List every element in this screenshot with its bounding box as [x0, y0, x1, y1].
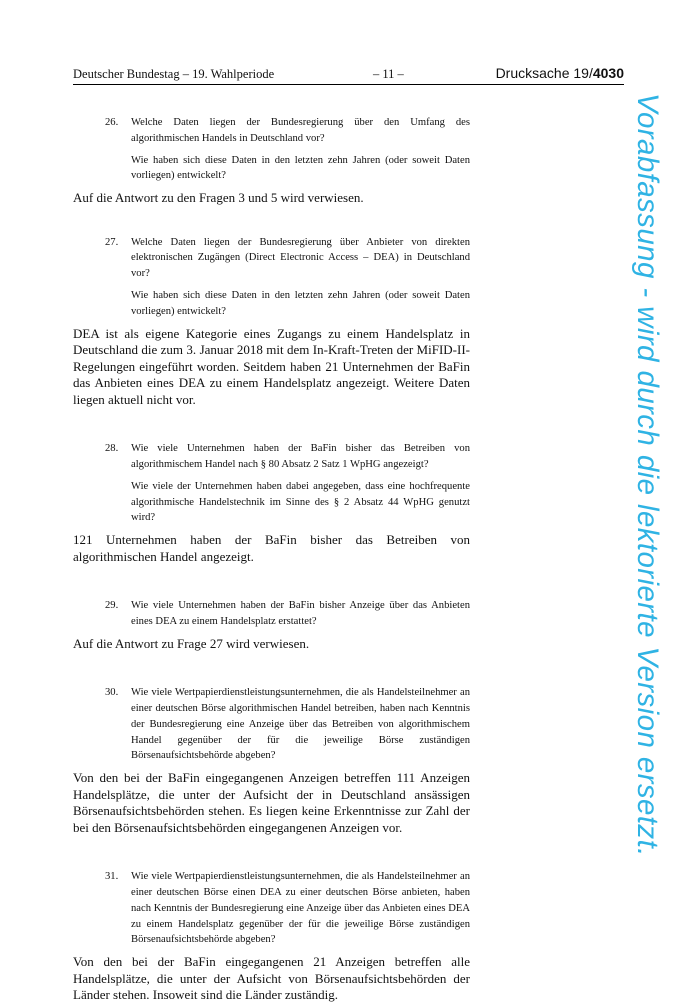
page-number: – 11 –	[373, 67, 404, 81]
question-text: Wie viele Unternehmen haben der BaFin bisher das Betreiben von algorithmischem Handel nach § 80 Absatz 2 Satz 1 WpHG angezeigt?	[131, 443, 470, 470]
document-body	[73, 115, 470, 1004]
question-27	[73, 235, 470, 320]
question-number: 27.	[105, 236, 119, 248]
answer-text: DEA ist als eigene Kategorie eines Zugangs zu einem Handelsplatz in Deutschland die zum 3. Januar 2018 mit dem In-Kraft-Treten der MiFID-II-Regelungen eingeführt worden. Seitdem haben 21 Unternehmen der BaFin das Anbieten eines DEA zu einem Handelsplatz angezeigt. Weitere Daten liegen aktuell nicht vor.	[73, 325, 470, 407]
document-number	[496, 65, 624, 81]
answer-text: Von den bei der BaFin eingegangenen 21 Anzeigen betreffen alle Handelsplätze, die unter der Aufsicht von Börsenaufsichtsbehörden der Länder stehen. Insoweit sind die Länder zuständig.	[73, 954, 470, 1003]
answer-30	[73, 770, 470, 836]
question-number: 28.	[105, 443, 119, 455]
document-label: Drucksache	[495, 65, 570, 81]
question-26	[73, 115, 470, 184]
question-text: Wie viele Wertpapierdienstleistungsunternehmen, die als Handelsteilnehmer an einer deutschen Börse einen DEA zu einer deutschen Börse anbieten, haben nach Kenntnis der Bundesregierung eine Anzeige über das Anbieten eines DEA zu einem Handelsplatz gegenüber der für die jeweilige Börse zuständigen Börsenaufsichtsbehörde abgeben?	[131, 871, 470, 946]
question-subtext: Wie viele der Unternehmen haben dabei angegeben, dass eine hochfrequente algorithmische Handelstechnik im Sinne des § 2 Absatz 44 WpHG genutzt wird?	[131, 480, 470, 524]
answer-text: Auf die Antwort zu den Fragen 3 und 5 wird verwiesen.	[73, 190, 364, 206]
answer-29	[73, 636, 470, 653]
answer-text: Von den bei der BaFin eingegangenen Anzeigen betreffen 111 Anzeigen Handelsplätze, die unter der Aufsicht der in Deutschland ansässigen Börsenaufsichtsbehörden stehen. Es liegen keine Erkenntnisse zur Zahl der bei den Börsenaufsichtsbehörden eingegangenen Anzeigen vor.	[73, 770, 470, 835]
question-text: Welche Daten liegen der Bundesregierung über Anbieter von direkten elektronischen Zugängen (Direct Electronic Access – DEA) in Deutschland vor?	[131, 236, 470, 280]
document-number-prefix: 19/	[573, 65, 593, 81]
answer-text: Auf die Antwort zu Frage 27 wird verwiesen.	[73, 635, 310, 651]
question-text: Welche Daten liegen der Bundesregierung über den Umfang des algorithmischen Handels in Deutschland vor?	[131, 117, 470, 144]
question-subtext: Wie haben sich diese Daten in den letzten zehn Jahren (oder soweit Daten vorliegen) entwickelt?	[131, 154, 470, 182]
question-28	[73, 441, 470, 526]
question-number: 30.	[105, 687, 119, 699]
answer-27	[73, 326, 470, 409]
header-publisher: Deutscher Bundestag – 19. Wahlperiode	[73, 67, 275, 81]
answer-28	[73, 532, 470, 565]
question-29	[73, 598, 470, 630]
answer-31	[73, 954, 470, 1004]
question-number: 31.	[105, 871, 119, 883]
page-header	[73, 66, 624, 85]
question-30	[73, 685, 470, 764]
question-text: Wie viele Wertpapierdienstleistungsunternehmen, die als Handelsteilnehmer an einer deutschen Börse algorithmischen Handel betreiben, haben nach Kenntnis der Bundesregierung eine Anzeige über das Betreiben von algorithmischem Handel gegenüber der für die jeweilige Börse zuständigen Börsenaufsichtsbehörde abgeben?	[131, 687, 470, 762]
question-31	[73, 869, 470, 948]
document-number-main: 4030	[592, 65, 624, 81]
question-number: 29.	[105, 600, 119, 612]
draft-watermark: Vorabfassung - wird durch die lektorierte Version ersetzt.	[631, 93, 664, 857]
answer-26	[73, 190, 470, 207]
question-subtext: Wie haben sich diese Daten in den letzten zehn Jahren (oder soweit Daten vorliegen) entwickelt?	[131, 290, 470, 317]
answer-text: 121 Unternehmen haben der BaFin bisher das Betreiben von algorithmischen Handel angezeigt.	[73, 532, 470, 564]
question-text: Wie viele Unternehmen haben der BaFin bisher Anzeige über das Anbieten eines DEA zu einem Handelsplatz erstattet?	[131, 600, 470, 627]
question-number: 26.	[105, 117, 119, 128]
